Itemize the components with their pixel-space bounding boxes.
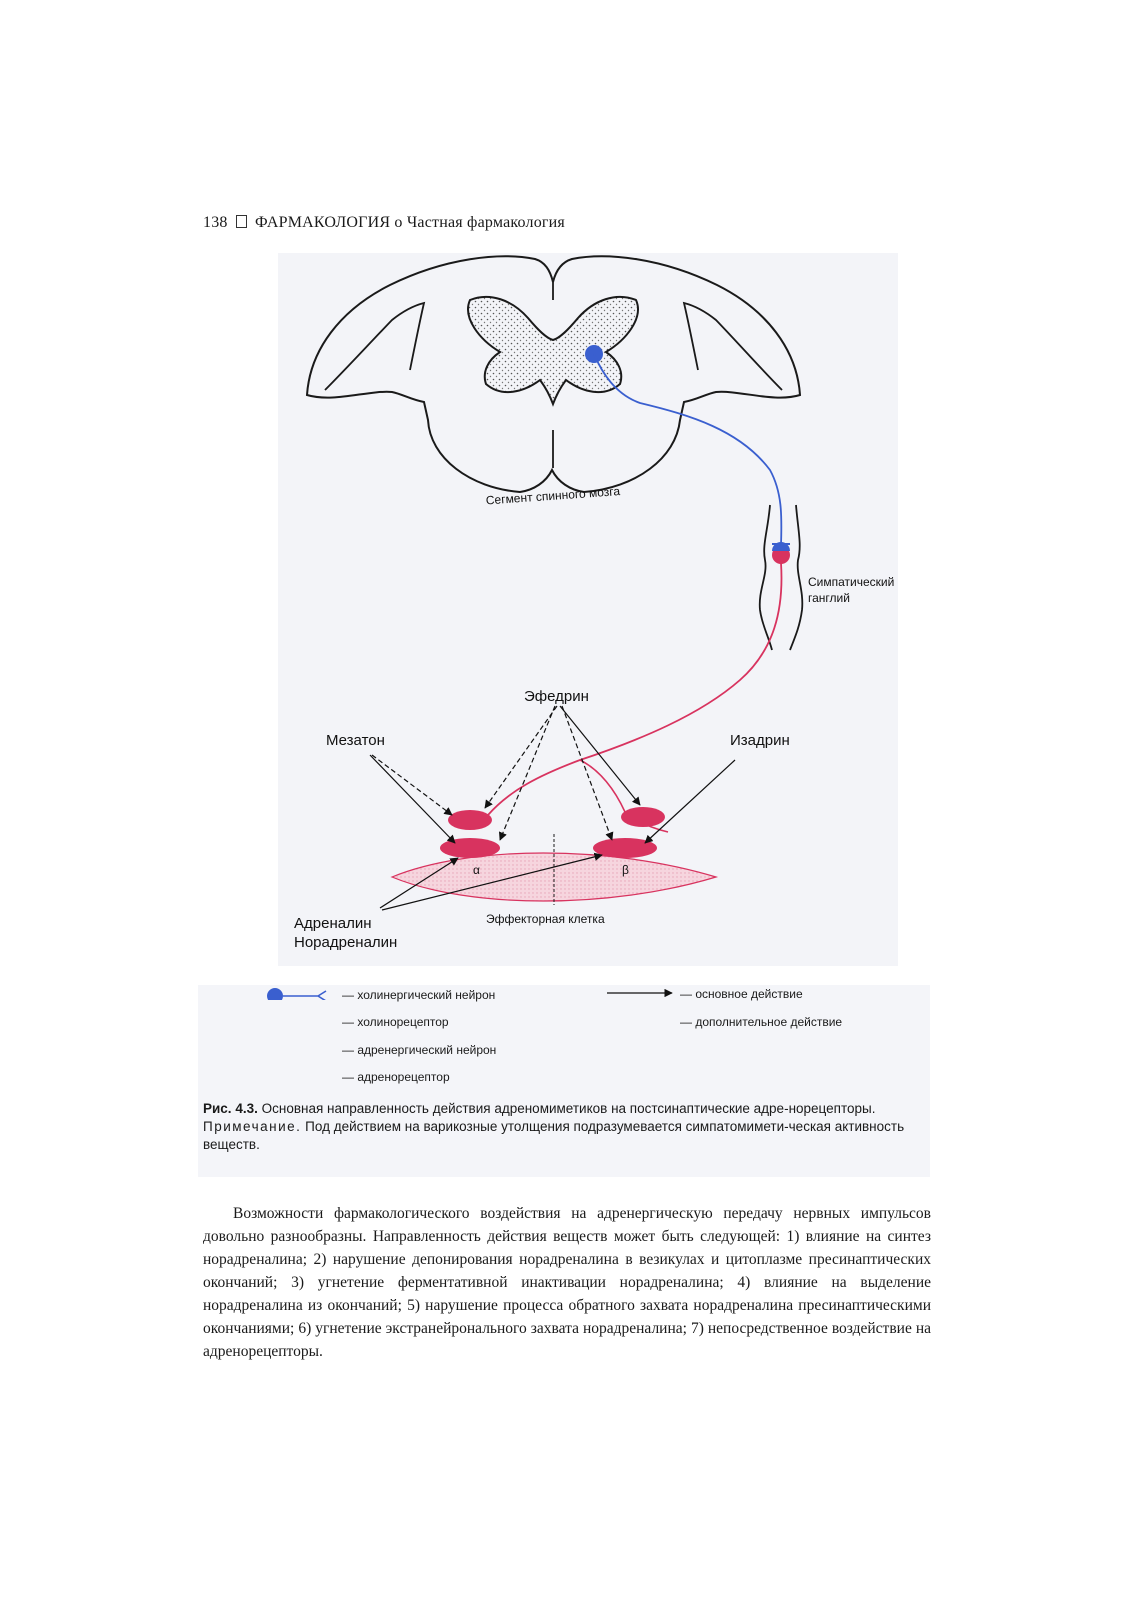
- book-title: ФАРМАКОЛОГИЯ: [255, 214, 391, 231]
- caption-note: [203, 1118, 931, 1154]
- body-paragraph: Возможности фармакологического воздействия на адренергическую передачу нервных импульсов довольно разнообразны. Направленность действия веществ может быть следующей: 1) влияние на синтез норадреналина; 2) нарушение депонирования норадреналина в везикулах и цитоплазме пресинаптических окончаний; 3) угнетение ферментативной инактивации норадреналина; 4) влияние на выделение норадреналина из окончаний; 5) нарушение процесса обратного захвата норадреналина пресинаптическими окончаниями; 6) угнетение экстранейронального захвата норадреналина; 7) непосредственное воздействие на адренорецепторы.: [203, 1205, 931, 1360]
- legend-cholinergic-neuron: — холинергический нейрон: [342, 988, 496, 1002]
- spinal-segment-label: Сегмент спинного мозга: [485, 484, 621, 508]
- right-root-contour: [684, 303, 782, 390]
- effector-cell-label: Эффекторная клетка: [486, 912, 605, 926]
- ganglion-label-line2: ганглий: [808, 591, 850, 605]
- presynaptic-receptor-beta: [621, 807, 665, 827]
- alpha-adrenoreceptor: [440, 838, 500, 858]
- beta-label: β: [622, 863, 629, 877]
- page-number: 138: [203, 214, 228, 231]
- mesaton-label: Мезатон: [326, 732, 385, 749]
- noradrenaline-label: Норадреналин: [294, 934, 398, 951]
- legend-cholinergic-neuron-symbol: [267, 988, 326, 1000]
- presynaptic-receptor-alpha: [448, 810, 492, 830]
- header-separator: о: [394, 214, 403, 231]
- alpha-label: α: [473, 863, 480, 877]
- left-root-contour: [325, 303, 424, 390]
- ephedrine-label: Эфедрин: [524, 688, 589, 705]
- legend-additional-action: — дополнительное действие: [680, 1015, 843, 1029]
- caption-line: [203, 1100, 931, 1118]
- legend-cholinoreceptor: — холинорецептор: [342, 1015, 449, 1029]
- legend-adrenoreceptor: — адренорецептор: [342, 1070, 450, 1084]
- ephedrine-arrows: [485, 706, 640, 840]
- isadrin-arrows: [645, 760, 735, 843]
- note-label: Примечание.: [203, 1119, 302, 1134]
- note-text: Под действием на варикозные утолщения подразумевается симпатомимети-ческая активность веществ.: [203, 1119, 905, 1152]
- adrenaline-label: Адреналин: [294, 915, 372, 932]
- legend-adrenergic-neuron: — адренергический нейрон: [342, 1043, 497, 1057]
- figure-caption: [203, 1100, 931, 1154]
- grey-matter: [468, 297, 638, 404]
- mesaton-arrows: [370, 755, 455, 843]
- section-title: Частная фармакология: [406, 214, 565, 231]
- isadrin-label: Изадрин: [730, 732, 790, 749]
- figure-text: Основная направленность действия адреномиметиков на постсинаптические адре-норецепторы.: [261, 1101, 876, 1116]
- cholinergic-axon: [594, 354, 781, 545]
- figure-label: Рис. 4.3.: [203, 1101, 258, 1116]
- ganglion-label-line1: Симпатический: [808, 575, 895, 589]
- legend-main-action: — основное действие: [680, 987, 803, 1001]
